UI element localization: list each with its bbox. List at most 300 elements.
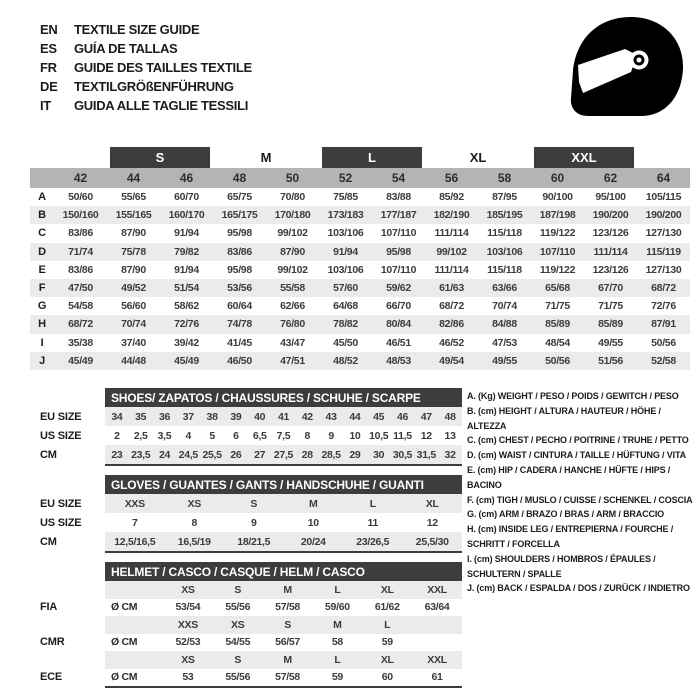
measurement-cell: 119/122: [539, 227, 576, 240]
language-header: [40, 20, 252, 115]
language-row: [40, 77, 252, 96]
shoes-cell: 38: [206, 410, 218, 423]
shoes-labels: [30, 388, 105, 466]
measurement-cell: 87/91: [651, 318, 676, 331]
shoes-row-label: EU SIZE: [40, 410, 82, 423]
shoes-cell: 40: [254, 410, 266, 423]
measurement-cell: 58/62: [174, 300, 199, 313]
measurement-cell: 70/80: [280, 191, 305, 204]
table-row: [30, 206, 690, 224]
helmet-size-label: M: [283, 583, 292, 596]
shoes-cell: 10: [349, 429, 361, 442]
measurement-cell: 83/86: [68, 263, 93, 276]
measurement-cell: 51/54: [174, 282, 199, 295]
measurement-cell: 52/58: [651, 354, 676, 367]
measurement-cell: 60/64: [227, 300, 252, 313]
gloves-cell: 23/26,5: [356, 535, 390, 548]
helmet-value-row: [105, 599, 462, 617]
gloves-grid: [105, 494, 462, 551]
shoes-cell: 48: [444, 410, 456, 423]
shoes-cell: 5: [209, 429, 215, 442]
shoes-table: [30, 388, 462, 466]
helmet-label-spacer: [30, 651, 105, 669]
shoes-cell: 11,5: [393, 429, 412, 442]
gloves-cell: 16,5/19: [177, 535, 211, 548]
gloves-cell: 11: [367, 516, 378, 529]
shoes-cell: 9: [328, 429, 334, 442]
measurement-cell: 71/75: [545, 300, 570, 313]
shoes-row-label: CM: [40, 448, 57, 461]
guide-title-it: GUIDA ALLE TAGLIE TESSILI: [74, 98, 249, 113]
measurement-cell: 91/94: [174, 227, 199, 240]
helmet-size-label: XL: [380, 583, 394, 596]
helmet-size-label: XL: [380, 653, 394, 666]
measurement-cell: 111/114: [434, 263, 469, 276]
helmet-value-cell: 53/54: [175, 601, 201, 614]
measurement-cell: 59/62: [386, 282, 411, 295]
gloves-row-label: EU SIZE: [40, 497, 82, 510]
shoes-cell: 3,5: [157, 429, 172, 442]
shoes-row: [105, 445, 462, 464]
table-row: [30, 243, 690, 261]
measurement-cell: 127/130: [645, 263, 682, 276]
gloves-cell: XXS: [124, 497, 145, 510]
size-group-xxl: XXL: [534, 147, 634, 168]
size-group-m: M: [260, 150, 272, 165]
measurement-cell: 150/160: [62, 209, 99, 222]
helmet-value-cell: 63/64: [424, 601, 450, 614]
measurement-cell: 91/94: [333, 245, 358, 258]
shoes-cell: 44: [349, 410, 361, 423]
shoes-cell: 28: [301, 448, 313, 461]
size-label: 42: [73, 171, 88, 185]
helmet-value-cell: 55/56: [225, 601, 251, 614]
helmet-labels: [30, 562, 105, 688]
measurement-cell: 185/195: [486, 209, 523, 222]
measurement-cell: 95/98: [227, 227, 252, 240]
measurement-cell: 91/94: [174, 263, 199, 276]
row-letter: I: [40, 336, 44, 349]
main-size-row: [30, 168, 690, 188]
table-row: [30, 188, 690, 206]
measurement-cell: 105/115: [645, 191, 682, 204]
shoes-cell: 42: [301, 410, 313, 423]
measurement-cell: 49/55: [492, 354, 517, 367]
helmet-value-cell: 59/60: [325, 601, 350, 614]
gloves-body: [105, 475, 462, 553]
helmet-size-label: XS: [231, 618, 245, 631]
measurement-cell: 35/38: [68, 336, 93, 349]
measurement-cell: 56/60: [121, 300, 146, 313]
measurement-cell: 177/187: [380, 209, 417, 222]
helmet-standard-label: CMR: [40, 636, 65, 649]
helmet-size-label: XS: [181, 583, 195, 596]
measurement-cell: 95/100: [595, 191, 626, 204]
measurement-cell: 165/175: [221, 209, 258, 222]
shoes-cell: 6,5: [252, 429, 267, 442]
measurement-cell: 75/78: [121, 245, 146, 258]
shoes-table-title: SHOES/ ZAPATOS / CHAUSSURES / SCHUHE / SCARPE: [105, 388, 462, 407]
measurement-cell: 87/90: [121, 263, 146, 276]
gloves-cell: 18/21,5: [237, 535, 271, 548]
measurement-cell: 46/52: [439, 336, 464, 349]
measurement-cell: 43/47: [280, 336, 305, 349]
row-letter: D: [38, 245, 46, 258]
shoes-cell: 31,5: [416, 448, 436, 461]
measurement-cell: 95/98: [227, 263, 252, 276]
row-letter: G: [37, 300, 47, 313]
helmet-grid: [105, 581, 462, 686]
measurement-cell: 173/183: [327, 209, 364, 222]
helmet-value-row: [105, 634, 462, 652]
measurement-cell: 107/110: [380, 263, 417, 276]
gloves-cell: 20/24: [300, 535, 326, 548]
helmet-value-cell: [412, 634, 462, 652]
helmet-unit-spacer: [105, 651, 163, 669]
helmet-size-row: [105, 651, 462, 669]
gloves-row: [105, 513, 462, 532]
measurement-cell: 187/198: [539, 209, 576, 222]
measurement-cell: 190/200: [592, 209, 629, 222]
helmet-size-label: S: [234, 653, 242, 666]
measurement-cell: 48/53: [386, 354, 411, 367]
measurement-cell: 115/119: [646, 245, 681, 258]
guide-title-en: TEXTILE SIZE GUIDE: [74, 22, 200, 37]
helmet-value-cell: 57/58: [275, 671, 300, 684]
shoes-cell: 30: [373, 448, 385, 461]
measurement-cell: 83/86: [227, 245, 252, 258]
helmet-body: [105, 562, 462, 688]
legend-item: E. (cm) HIP / CADERA / HANCHE / HÜFTE / HIPS / BACINO: [467, 464, 671, 490]
shoes-cell: 2: [114, 429, 120, 442]
measurement-cell: 84/88: [492, 318, 517, 331]
legend-item: C. (cm) CHEST / PECHO / POITRINE / TRUHE / PETTO: [467, 435, 689, 446]
shoes-row: [105, 407, 462, 426]
helmet-size-label: S: [234, 583, 242, 596]
gloves-cell: M: [309, 497, 318, 510]
measurement-cell: 87/90: [280, 245, 305, 258]
shoes-cell: 39: [230, 410, 242, 423]
helmet-unit-spacer: [105, 616, 163, 634]
measurement-cell: 51/56: [598, 354, 623, 367]
table-row: [30, 297, 690, 315]
measurement-cell: 47/50: [68, 282, 93, 295]
shoes-cell: 2,5: [133, 429, 148, 442]
gloves-cell: XS: [187, 497, 201, 510]
size-label: 62: [603, 171, 618, 185]
size-group-s: S: [110, 147, 210, 168]
gloves-cell: 12,5/16,5: [114, 535, 156, 548]
helmet-value-row: [105, 669, 462, 687]
shoes-cell: 7,5: [276, 429, 291, 442]
helmet-unit-label: Ø CM: [111, 636, 138, 649]
helmet-size-label: M: [333, 618, 342, 631]
textile-size-table: [30, 147, 690, 370]
measurement-cell: 65/68: [545, 282, 570, 295]
measurement-cell: 49/55: [598, 336, 623, 349]
measurement-cell: 62/66: [280, 300, 305, 313]
measurement-cell: 68/72: [651, 282, 676, 295]
legend-item: I. (cm) SHOULDERS / HOMBROS / ÉPAULES / SCHULTERN / SPALLE: [467, 553, 656, 579]
measurement-cell: 99/102: [436, 245, 467, 258]
gloves-cell: 12: [426, 516, 438, 529]
measurement-cell: 44/48: [121, 354, 146, 367]
measurement-cell: 50/56: [651, 336, 676, 349]
measurement-cell: 95/98: [386, 245, 411, 258]
shoes-body: [105, 388, 462, 466]
shoes-cell: 23: [111, 448, 123, 461]
measurement-cell: 49/52: [121, 282, 146, 295]
size-group-row: [30, 147, 690, 168]
table-row: [30, 261, 690, 279]
size-label: 56: [444, 171, 459, 185]
size-label: 52: [338, 171, 353, 185]
measurement-cell: 49/54: [439, 354, 464, 367]
measurement-cell: 99/102: [277, 263, 308, 276]
measurement-cell: 65/75: [227, 191, 252, 204]
measurement-cell: 111/114: [593, 245, 628, 258]
gloves-row-label: CM: [40, 535, 57, 548]
language-row: [40, 96, 252, 115]
language-row: [40, 39, 252, 58]
measurement-cell: 46/51: [386, 336, 411, 349]
language-code: EN: [40, 22, 58, 37]
legend-item: F. (cm) TIGH / MUSLO / CUISSE / SCHENKEL / COSCIA: [467, 494, 693, 505]
helmet-value-cell: 61: [431, 671, 443, 684]
shoes-cell: 8: [304, 429, 311, 442]
helmet-value-cell: 58: [331, 636, 343, 649]
shoes-cell: 47: [420, 410, 432, 423]
helmet-table-title: HELMET / CASCO / CASQUE / HELM / CASCO: [105, 562, 462, 581]
measurement-cell: 85/89: [598, 318, 623, 331]
helmet-icon: [563, 14, 688, 122]
helmet-size-label: S: [284, 618, 291, 631]
legend: [467, 389, 696, 596]
size-group-spacer: [30, 147, 107, 168]
measurement-cell: 54/58: [68, 300, 93, 313]
size-label: 48: [232, 171, 247, 185]
helmet-value-cell: 59: [381, 636, 393, 649]
measurement-cell: 182/190: [433, 209, 470, 222]
helmet-size-label: XXS: [177, 618, 198, 631]
measurement-cell: 47/51: [280, 354, 305, 367]
shoes-cell: 27,5: [273, 448, 294, 461]
measurement-cell: 46/50: [227, 354, 252, 367]
measurement-cell: 72/76: [174, 318, 199, 331]
table-row: [30, 334, 690, 352]
measurement-cell: 71/75: [598, 300, 623, 313]
size-label: 64: [656, 171, 671, 185]
measurement-cell: 160/170: [168, 209, 205, 222]
gloves-cell: 9: [250, 516, 257, 529]
helmet-value-cell: 52/53: [175, 636, 201, 649]
guide-title-fr: GUIDE DES TAILLES TEXTILE: [74, 60, 252, 75]
shoes-row-label: US SIZE: [40, 429, 82, 442]
gloves-cell: 25,5/30: [415, 535, 449, 548]
helmet-size-label: XXL: [427, 583, 447, 596]
measurement-cell: 103/106: [327, 263, 364, 276]
helmet-unit-label: Ø CM: [111, 671, 138, 684]
measurement-cell: 45/50: [333, 336, 358, 349]
measurement-cell: 115/118: [487, 263, 522, 276]
measurement-cell: 68/72: [439, 300, 464, 313]
row-letter: F: [38, 282, 46, 295]
measurement-cell: 45/49: [68, 354, 93, 367]
helmet-label-spacer: [30, 616, 105, 634]
measurement-cell: 53/56: [227, 282, 252, 295]
measurement-cell: 78/82: [333, 318, 358, 331]
measurement-cell: 87/95: [492, 191, 517, 204]
shoes-cell: 41: [277, 410, 290, 423]
measurement-cell: 99/102: [277, 227, 308, 240]
measurement-cell: 41/45: [227, 336, 252, 349]
helmet-table: [30, 562, 462, 688]
helmet-value-cell: 61/62: [374, 601, 400, 614]
helmet-size-row: [105, 616, 462, 634]
row-label-spacer: [30, 168, 54, 188]
helmet-size-label: XXL: [427, 653, 447, 666]
language-code: IT: [40, 98, 51, 113]
shoes-cell: 13: [444, 429, 456, 442]
row-letter: C: [38, 227, 46, 240]
measurement-cell: 70/74: [492, 300, 517, 313]
language-code: FR: [40, 60, 57, 75]
shoes-row: [105, 426, 462, 445]
measurement-cell: 90/100: [542, 191, 573, 204]
measurement-cell: 45/49: [174, 354, 199, 367]
measurement-cell: 80/84: [386, 318, 411, 331]
measurement-cell: 64/68: [333, 300, 358, 313]
measurement-cell: 47/53: [492, 336, 517, 349]
measurement-cell: 127/130: [645, 227, 682, 240]
row-letter: E: [38, 263, 46, 276]
helmet-standard-label: FIA: [40, 601, 58, 614]
row-letter: J: [39, 354, 45, 367]
measurement-cell: 83/88: [386, 191, 411, 204]
helmet-size-label: L: [334, 583, 341, 596]
shoes-cell: 6: [233, 429, 239, 442]
measurement-cell: 103/106: [486, 245, 523, 258]
legend-item: H. (cm) INSIDE LEG / ENTREPIERNA / FOURCHE / SCHRITT / FORCELLA: [467, 524, 674, 549]
measurement-cell: 68/72: [68, 318, 93, 331]
gloves-cell: S: [250, 497, 258, 510]
measurement-cell: 107/110: [539, 245, 576, 258]
measurement-cell: 83/86: [68, 227, 93, 240]
helmet-value-cell: 55/56: [225, 671, 251, 684]
measurement-cell: 103/106: [327, 227, 364, 240]
gloves-cell: L: [369, 497, 376, 510]
helmet-size-label: L: [334, 653, 341, 666]
measurement-cell: 39/42: [174, 336, 199, 349]
helmet-unit-spacer: [105, 581, 163, 599]
main-table-rows: [30, 188, 690, 370]
helmet-size-label: [412, 616, 462, 634]
gloves-cell: 10: [307, 516, 319, 529]
row-letter: A: [38, 191, 46, 204]
size-group-l: L: [322, 147, 422, 168]
measurement-cell: 119/122: [539, 263, 576, 276]
table-row: [30, 315, 690, 333]
shoes-cell: 37: [182, 410, 194, 423]
gloves-cell: 8: [191, 516, 198, 529]
shoes-cell: 43: [325, 410, 337, 423]
helmet-value-cell: 53: [182, 671, 194, 684]
shoes-cell: 30,5: [392, 448, 413, 461]
shoes-cell: 23,5: [131, 448, 151, 461]
size-label: 46: [179, 171, 194, 185]
helmet-value-cell: 57/58: [275, 601, 300, 614]
measurement-cell: 190/200: [645, 209, 682, 222]
shoes-cell: 29: [349, 448, 361, 461]
measurement-cell: 123/126: [592, 227, 629, 240]
shoes-cell: 4: [185, 429, 192, 442]
shoes-cell: 28,5: [321, 448, 341, 461]
language-code: DE: [40, 79, 58, 94]
table-row: [30, 352, 690, 370]
table-row: [30, 224, 690, 242]
measurement-cell: 87/90: [121, 227, 146, 240]
helmet-size-label: XS: [181, 653, 195, 666]
measurement-cell: 37/40: [121, 336, 146, 349]
shoes-cell: 10,5: [369, 429, 389, 442]
measurement-cell: 48/54: [545, 336, 570, 349]
measurement-cell: 155/165: [115, 209, 152, 222]
measurement-cell: 75/85: [333, 191, 358, 204]
legend-item: A. (Kg) WEIGHT / PESO / POIDS / GEWITCH / PESO: [467, 391, 679, 401]
measurement-cell: 79/82: [174, 245, 199, 258]
helmet-size-label: M: [283, 653, 292, 666]
measurement-cell: 48/52: [333, 354, 358, 367]
measurement-cell: 74/78: [227, 318, 252, 331]
gloves-cell: 7: [131, 516, 138, 529]
row-letter: B: [38, 209, 46, 222]
table-row: [30, 279, 690, 297]
size-group-spacer: [637, 147, 690, 168]
helmet-label-spacer: [30, 581, 105, 599]
row-letter: H: [38, 318, 46, 331]
measurement-cell: 71/74: [68, 245, 93, 258]
accessory-tables: [30, 388, 462, 697]
shoes-cell: 34: [111, 410, 123, 423]
helmet-size-label: L: [384, 618, 391, 631]
shoes-cell: 27: [254, 448, 266, 461]
gloves-cell: XL: [425, 497, 439, 510]
helmet-standard-label: ECE: [40, 671, 63, 684]
shoes-cell: 12: [420, 429, 432, 442]
size-group-xl: XL: [469, 150, 487, 165]
shoes-cell: 24,5: [178, 448, 198, 461]
measurement-cell: 82/86: [439, 318, 464, 331]
measurement-cell: 55/58: [280, 282, 305, 295]
measurement-cell: 50/60: [68, 191, 93, 204]
measurement-cell: 115/118: [487, 227, 522, 240]
gloves-row: [105, 494, 462, 513]
measurement-cell: 57/60: [333, 282, 358, 295]
guide-title-de: TEXTILGRÖßENFÜHRUNG: [74, 79, 234, 94]
size-label: 54: [391, 171, 406, 185]
measurement-cell: 67/70: [598, 282, 623, 295]
helmet-value-cell: 56/57: [275, 636, 300, 649]
helmet-value-cell: 54/55: [225, 636, 251, 649]
language-code: ES: [40, 41, 57, 56]
shoes-cell: 45: [373, 410, 385, 423]
shoes-cell: 26: [230, 448, 242, 461]
helmet-size-row: [105, 581, 462, 599]
measurement-cell: 61/63: [439, 282, 464, 295]
shoes-cell: 46: [396, 410, 409, 423]
guide-title-es: GUÍA DE TALLAS: [74, 41, 178, 56]
legend-item: B. (cm) HEIGHT / ALTURA / HAUTEUR / HÖHE / ALTEZZA: [467, 405, 661, 431]
